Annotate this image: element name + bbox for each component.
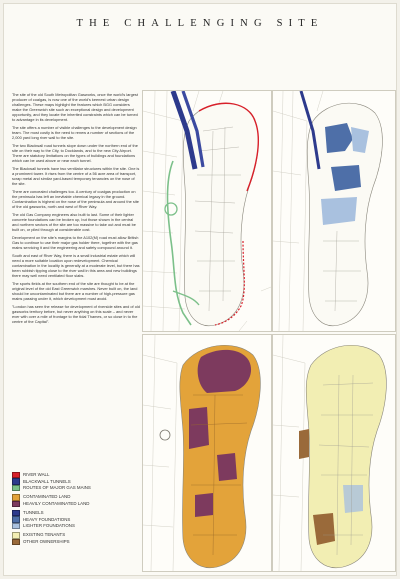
street-grid xyxy=(143,335,177,571)
legend-item xyxy=(12,485,140,491)
map-legend xyxy=(12,472,140,548)
legend-label: HEAVY FOUNDATIONS xyxy=(23,516,71,522)
legend-group-foundations xyxy=(12,510,140,529)
legend-label: CONTAMINATED LAND xyxy=(23,494,71,500)
legend-label: HEAVILY CONTAMINATED LAND xyxy=(23,500,90,506)
legend-swatch-gas-mains xyxy=(12,485,20,491)
heavily-contaminated-land xyxy=(217,453,237,481)
map-grid xyxy=(142,90,394,570)
legend-swatch-heavily-contaminated xyxy=(12,501,20,507)
map-foundations xyxy=(272,90,396,332)
paragraph: The two Blackwall road tunnels slope down under the northern end of the site on their way to the City, to Docklands, and to the new City Airport. There are statutory limitations on the types of buildings and foundations which can be used above or near each tunnel. xyxy=(12,143,138,163)
legend-swatch-lighter-foundations xyxy=(12,523,20,529)
gas-holder xyxy=(160,430,170,440)
other-ownerships-area xyxy=(299,429,309,459)
heavy-foundations-area xyxy=(331,165,361,191)
heavily-contaminated-land xyxy=(189,407,209,449)
legend-label: RIVER WALL xyxy=(23,472,50,478)
legend-item xyxy=(12,539,140,545)
paragraph: There are concealed challenges too. A century of coalgas production on the peninsula has left an inevitable chemical legacy in the ground. Contamination is highest on the nose of the peninsula and around the site of the old gasworks, north and west of River Way. xyxy=(12,189,139,209)
paragraph: The sports fields at the southern end of the site are thought to be at the original level of the old East Greenwich marshes. Never built on, the land should be uncontaminated but there are a number of high-pressure gas mains passing under it, which development must avoid. xyxy=(12,281,138,301)
paragraph: "London has seen the release for development of riverside sites and of old gasworks territory before, but never anything on this scale – and never ever with over a mile of frontage to the tidal Thames, or so close in to the centre of the Capital". xyxy=(12,304,140,324)
legend-group-constraints xyxy=(12,472,140,491)
map-ownership xyxy=(272,334,396,572)
legend-label: ROUTES OF MAJOR GAS MAINS xyxy=(23,484,91,490)
page xyxy=(4,4,396,575)
lighter-foundations-area xyxy=(343,485,363,513)
gas-holder xyxy=(165,203,177,215)
paragraph: Development on the site's margins to the A102(M) road must allow British Gas to continue to use their major gas holder there, together with the gas mains servicing it and the engineering and safety compound around it. xyxy=(12,235,139,250)
legend-label: LIGHTER FOUNDATIONS xyxy=(23,522,75,528)
lighter-foundations-area xyxy=(321,197,357,225)
page-title: THE CHALLENGING SITE xyxy=(76,18,324,29)
legend-label: EXISTING TENANTS xyxy=(23,532,66,538)
heavily-contaminated-land xyxy=(195,493,213,517)
peninsula-outline xyxy=(183,103,258,326)
paragraph: The Blackwall tunnels have two ventilator structures within the site. One is a prominent tower. It rises from the centre of a 56 acre area of transport, scrap metal and similar yard-based temporary tenancies on the nose of the site. xyxy=(12,166,140,186)
map-svg xyxy=(143,91,271,331)
map-river-wall-tunnels xyxy=(142,90,272,332)
legend-label: OTHER OWNERSHIPS xyxy=(23,538,70,544)
map-svg xyxy=(143,335,271,571)
paragraph: The site offers a number of visible challenges to the development design team. The most costly is the need to renew a number of sections of the 2,000 yard long river wall to the site. xyxy=(12,125,137,140)
legend-label: BLACKWALL TUNNELS xyxy=(23,478,71,484)
legend-label: TUNNELS xyxy=(23,510,44,516)
map-svg xyxy=(273,91,395,331)
body-text xyxy=(12,92,140,327)
map-svg xyxy=(273,335,395,571)
map-contamination xyxy=(142,334,272,572)
legend-item xyxy=(12,523,140,529)
legend-item xyxy=(12,501,140,507)
paragraph: South and east of River Way, there is a small industrial estate which will need a more suitable location upon redevelopment. Chemical contamination in the locality is generally at a moderate level, but there has been rubbish tipping close to the river wall in this area and new buildings there may well need ventilated floor slabs. xyxy=(12,253,140,278)
legend-swatch-other-ownerships xyxy=(12,539,20,545)
legend-group-ownership xyxy=(12,532,140,545)
legend-group-contamination xyxy=(12,494,140,507)
paragraph: The site of the old South Metropolitan Gasworks, once the world's largest producer of coalgas, is now one of the world's keenest urban design challenges. These maps highlight the features which BGG considers make the Greenwich site such an exceptional design and development opportunity, and they locate the inherited constraints which can be turned to advantage in its development. xyxy=(12,92,138,122)
paragraph: The old Gas Company engineers also built to last. Some of their lighter concrete foundations can be broken up, but those shown in the central and northern sectors of the site are too massive to take out and must be built on, or piled through at considerable cost. xyxy=(12,212,136,232)
